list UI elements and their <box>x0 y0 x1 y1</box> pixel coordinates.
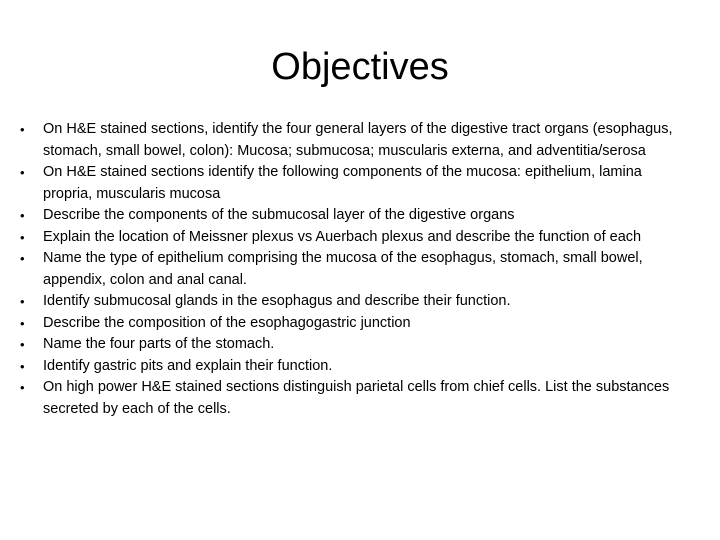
list-item <box>16 162 676 205</box>
slide-title: Objectives <box>271 46 449 88</box>
bullet-icon: • <box>20 165 25 180</box>
bullet-text: On high power H&E stained sections distinguish parietal cells from chief cells. List the substances secreted by each of the cells. <box>43 379 670 417</box>
list-item <box>16 227 676 249</box>
bullet-text: Name the four parts of the stomach. <box>43 336 275 352</box>
list-item <box>16 377 676 420</box>
bullet-text: On H&E stained sections, identify the four general layers of the digestive tract organs (esophagus, stomach, small bowel, colon): Mucosa; submucosa; muscularis externa, and adventitia/serosa <box>43 121 673 159</box>
bullet-icon: • <box>20 122 25 137</box>
list-item <box>16 313 676 335</box>
bullet-icon: • <box>20 315 25 331</box>
objectives-list <box>16 119 676 420</box>
bullet-icon: • <box>20 294 25 309</box>
list-item <box>16 356 676 378</box>
bullet-text: Explain the location of Meissner plexus vs Auerbach plexus and describe the function of each <box>43 228 642 245</box>
bullet-text: Identify submucosal glands in the esophagus and describe their function. <box>43 293 511 309</box>
bullet-text: Describe the components of the submucosal layer of the digestive organs <box>43 207 515 223</box>
list-item <box>16 119 676 162</box>
bullet-icon: • <box>20 229 25 245</box>
bullet-icon: • <box>20 358 25 374</box>
list-item <box>16 291 676 313</box>
bullet-icon: • <box>20 337 25 352</box>
list-item <box>16 205 676 227</box>
bullet-text: On H&E stained sections identify the following components of the mucosa: epithelium, lamina propria, muscularis mucosa <box>43 164 642 202</box>
list-item <box>16 248 676 291</box>
bullet-icon: • <box>20 380 25 395</box>
bullet-text: Identify gastric pits and explain their function. <box>43 357 333 374</box>
bullet-icon: • <box>20 208 25 223</box>
bullet-text: Describe the composition of the esophagogastric junction <box>43 314 411 331</box>
list-item <box>16 334 676 356</box>
bullet-icon: • <box>20 251 25 266</box>
bullet-text: Name the type of epithelium comprising the mucosa of the esophagus, stomach, small bowel, appendix, colon and anal canal. <box>43 250 643 288</box>
